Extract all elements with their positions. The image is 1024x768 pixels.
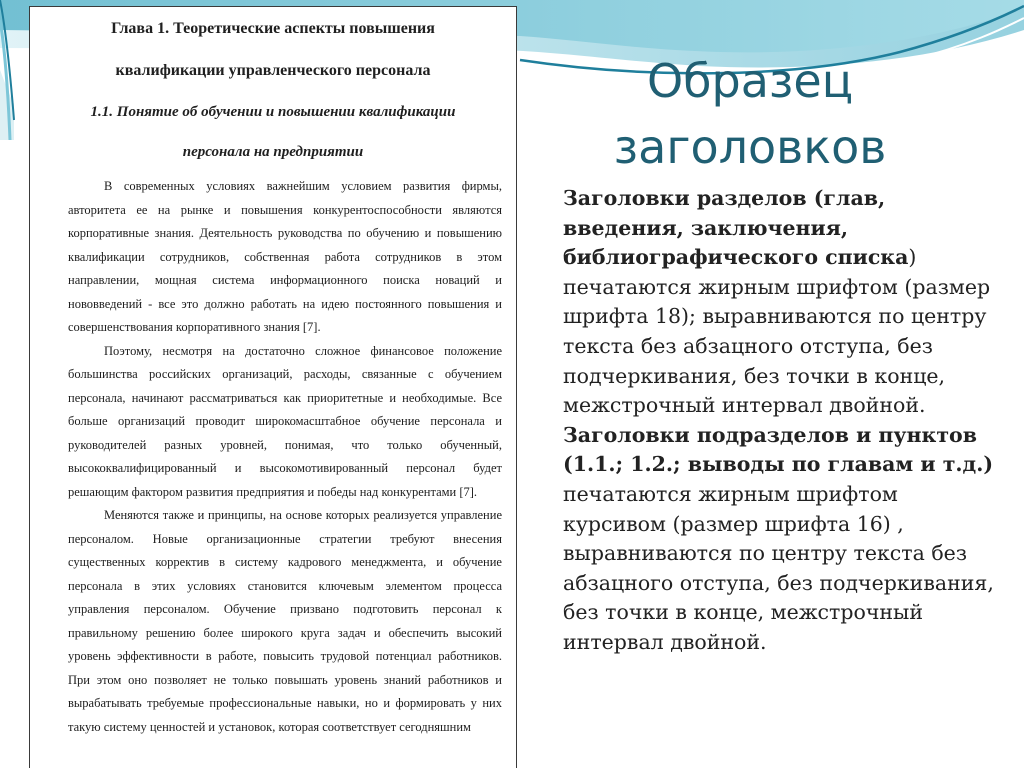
slide-title-line2: заголовков [613, 120, 887, 174]
section-headings-rule-bold: Заголовки разделов (глав, введения, заключения, библиографического списка [563, 186, 909, 270]
chapter-heading-line2: квалификации управленческого персонала [115, 62, 431, 79]
subsection-headings-rule-bold: Заголовки подразделов и пунктов (1.1.; 1.2.; выводы по главам и т.д.) [563, 422, 994, 477]
paragraph: Меняются также и принципы, на основе которых реализуется управление персоналом. Новые организационные стратегии требуют внесения существенных корректив в систему кадрового менеджмента, и обучение персонала в этих условиях становится ключевым элементом процесса управления персоналом. Обучение призвано подготовить персонал к правильному решению более широкого круга задач и обеспечить высокий уровень эффективности в работе, повысить трудовой потенциал работников. При этом оно позволяет не только повышать уровень знаний работников и вырабатывать требуемые профессиональные навыки, но и формировать у них такую систему ценностей и установок, которая соответствует сегодняшним [68, 508, 502, 734]
paragraph: В современных условиях важнейшим условием развития фирмы, авторитета ее на рынке и повышения конкурентоспособности являются корпоративные знания. Деятельность руководства по обучению и повышению квалификации сотрудников, собственная работа сотрудников в этом направлении, мощная система информационного поиска новаций и нововведений - все это должно работать на идею постоянного повышения и совершенствования корпоративного знания [7]. [68, 179, 502, 334]
section-heading-line1: 1.1. Понятие об обучении и повышении квалификации [90, 104, 456, 120]
section-headings-rule-text: ) печатаются жирным шрифтом (размер шрифта 18); выравниваются по центру текста без абзацного отступа, без подчеркивания, без точки в конце, межстрочный интервал двойной. [563, 245, 991, 418]
document-page-image [29, 6, 517, 768]
paragraph: Поэтому, несмотря на достаточно сложное финансовое положение большинства российских организаций, расходы, связанные с обучением персонала, начинают рассматриваться как приоритетные и необходимые. Все больше организаций проводит широкомасштабное обучение персонала и руководителей разных уровней, понимая, что только обученный, высококвалифицированный и высокомотивированный персонал будет решающим фактором развития предприятия и победы над конкурентами [7]. [68, 343, 502, 499]
section-heading-line2: персонала на предприятии [182, 144, 364, 160]
slide-title-line1: Образец [646, 54, 854, 108]
document-body [68, 175, 502, 739]
slide-body-text [563, 184, 1003, 658]
subsection-headings-rule-text: печатаются жирным шрифтом курсивом (размер шрифта 16) , выравниваются по центру текста без абзацного отступа, без подчеркивания, без точки в конце, межстрочный интервал двойной. [563, 481, 994, 654]
chapter-heading-line1: Глава 1. Теоретические аспекты повышения [111, 20, 435, 37]
slide-title [560, 48, 940, 180]
